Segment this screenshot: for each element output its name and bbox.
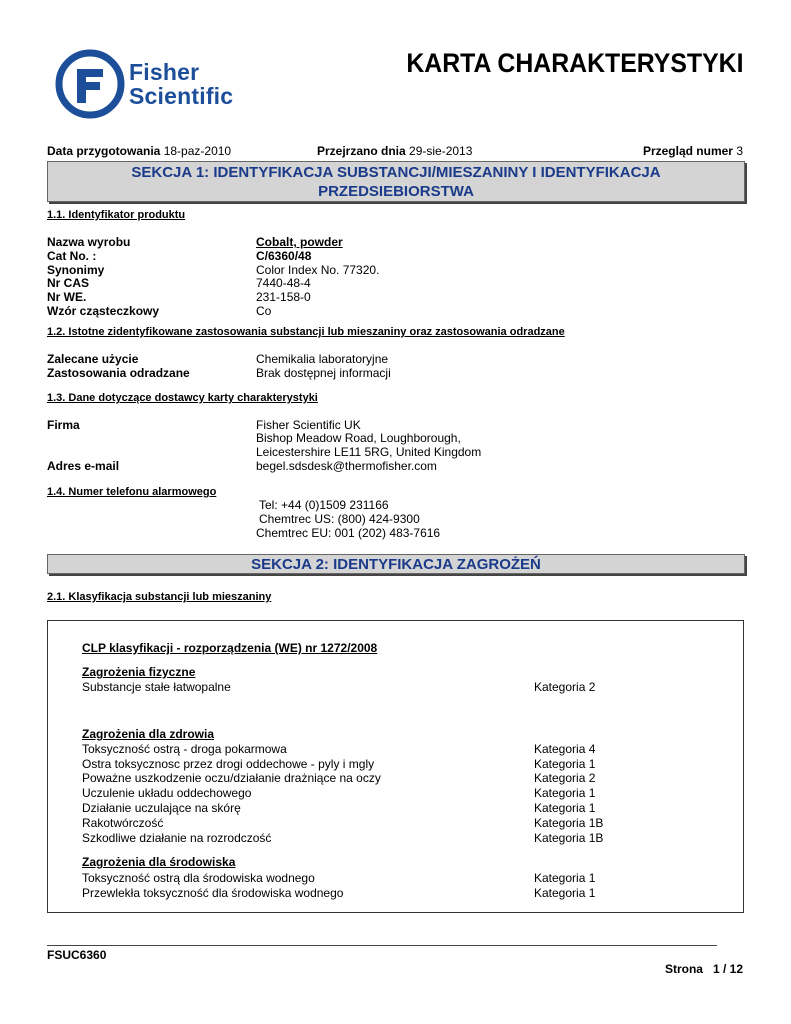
- recommended-use-label: Zalecane użycie: [47, 352, 139, 366]
- email-label: Adres e-mail: [47, 459, 120, 473]
- page-value: 1 / 12: [712, 962, 743, 976]
- health-hazard-name: Poważne uszkodzenie oczu/działanie drażniące na oczy: [82, 771, 381, 785]
- review-number: [643, 144, 743, 158]
- synonyms-value: Color Index No. 77320.: [256, 263, 380, 277]
- fisher-scientific-logo: [49, 45, 252, 123]
- prep-date-label: Data przygotowania: [47, 144, 161, 158]
- product-name-value: Cobalt, powder: [256, 235, 343, 249]
- revision-date-value: 29-sie-2013: [409, 144, 473, 158]
- cas-value: 7440-48-4: [256, 276, 311, 290]
- health-hazard-category: Kategoria 1: [534, 801, 596, 815]
- emergency-phone-line: Chemtrec US: (800) 424-9300: [259, 512, 420, 526]
- subsection-1-2-heading: 1.2. Istotne zidentyfikowane zastosowania substancji lub mieszaniny oraz zastosowania odradzane: [47, 326, 565, 338]
- prep-date-value: 18-paz-2010: [163, 144, 232, 158]
- section2-header: [47, 554, 745, 574]
- revision-date: [317, 144, 472, 158]
- uses-advised-against-value: Brak dostępnej informacji: [256, 366, 391, 380]
- revision-date-label: Przejrzano dnia: [317, 144, 406, 158]
- health-hazard-name: Rakotwórczość: [82, 816, 164, 830]
- brand-name-line2: Scientific: [129, 83, 234, 109]
- ec-value: 231-158-0: [256, 290, 311, 304]
- emergency-phone-line: Chemtrec EU: 001 (202) 483-7616: [256, 526, 441, 540]
- environmental-hazard-name: Przewlekła toksyczność dla środowiska wodnego: [82, 886, 344, 900]
- health-hazard-category: Kategoria 1B: [534, 816, 604, 830]
- company-line: Fisher Scientific UK: [256, 418, 361, 432]
- email-value[interactable]: begel.sdsdesk@thermofisher.com: [256, 459, 437, 473]
- section1-title-line2: PRZEDSIEBIORSTWA: [318, 183, 474, 200]
- environmental-hazard-name: Toksyczność ostrą dla środowiska wodnego: [82, 871, 315, 885]
- health-hazard-category: Kategoria 4: [534, 742, 596, 756]
- fisher-logo-icon: [55, 49, 125, 119]
- health-hazard-name: Uczulenie układu oddechowego: [82, 786, 252, 800]
- review-number-value: 3: [736, 144, 743, 158]
- section1-title-line1: SEKCJA 1: IDENTYFIKACJA SUBSTANCJI/MIESZANINY I IDENTYFIKACJA: [131, 164, 661, 181]
- footer-page-number: [665, 962, 743, 976]
- brand-name-line1: Fisher: [129, 59, 200, 85]
- health-hazard-name: Działanie uczulające na skórę: [82, 801, 241, 815]
- cat-no-label: Cat No. :: [47, 249, 97, 263]
- company-label: Firma: [47, 418, 80, 432]
- physical-hazard-category: Kategoria 2: [534, 680, 596, 694]
- physical-hazard-name: Substancje stałe łatwopalne: [82, 680, 231, 694]
- health-hazard-category: Kategoria 1: [534, 786, 596, 800]
- prep-date: [47, 144, 231, 158]
- footer-document-code: FSUC6360: [47, 948, 107, 962]
- cat-no-value: C/6360/48: [256, 249, 312, 263]
- environmental-hazards-heading: Zagrożenia dla środowiska: [82, 855, 236, 869]
- subsection-2-1-heading: 2.1. Klasyfikacja substancji lub mieszaniny: [47, 591, 272, 603]
- clp-heading: CLP klasyfikacji - rozporządzenia (WE) nr 1272/2008: [82, 641, 378, 655]
- health-hazard-category: Kategoria 1B: [534, 831, 604, 845]
- health-hazard-category: Kategoria 2: [534, 771, 596, 785]
- health-hazard-category: Kategoria 1: [534, 757, 596, 771]
- product-name-label: Nazwa wyrobu: [47, 235, 131, 249]
- page-label: Strona: [664, 962, 703, 976]
- synonyms-label: Synonimy: [47, 263, 105, 277]
- section1-header: [47, 161, 745, 202]
- health-hazard-name: Szkodliwe działanie na rozrodczość: [82, 831, 272, 845]
- company-line: Bishop Meadow Road, Loughborough,: [256, 431, 461, 445]
- ec-label: Nr WE.: [47, 290, 87, 304]
- company-line: Leicestershire LE11 5RG, United Kingdom: [256, 445, 482, 459]
- health-hazards-heading: Zagrożenia dla zdrowia: [82, 727, 215, 741]
- subsection-1-1-heading: 1.1. Identyfikator produktu: [47, 209, 186, 221]
- cas-label: Nr CAS: [47, 276, 90, 290]
- health-hazard-name: Toksyczność ostrą - droga pokarmowa: [82, 742, 287, 756]
- emergency-phone-line: Tel: +44 (0)1509 231166: [259, 498, 389, 512]
- document-title: KARTA CHARAKTERYSTYKI: [405, 48, 743, 78]
- environmental-hazard-category: Kategoria 1: [534, 886, 596, 900]
- recommended-use-value: Chemikalia laboratoryjne: [256, 352, 389, 366]
- section2-title: SEKCJA 2: IDENTYFIKACJA ZAGROŻEŃ: [251, 556, 541, 573]
- formula-label: Wzór cząsteczkowy: [47, 304, 160, 318]
- footer-divider: [47, 945, 717, 946]
- environmental-hazard-category: Kategoria 1: [534, 871, 596, 885]
- formula-value: Co: [256, 304, 272, 318]
- physical-hazards-heading: Zagrożenia fizyczne: [82, 665, 196, 679]
- review-number-label: Przegląd numer: [642, 144, 733, 158]
- health-hazard-name: Ostra toksycznosc przez drogi oddechowe - pyly i mgly: [82, 757, 375, 771]
- subsection-1-3-heading: 1.3. Dane dotyczące dostawcy karty charakterystyki: [47, 392, 318, 404]
- uses-advised-against-label: Zastosowania odradzane: [47, 366, 190, 380]
- subsection-1-4-heading: 1.4. Numer telefonu alarmowego: [47, 486, 217, 498]
